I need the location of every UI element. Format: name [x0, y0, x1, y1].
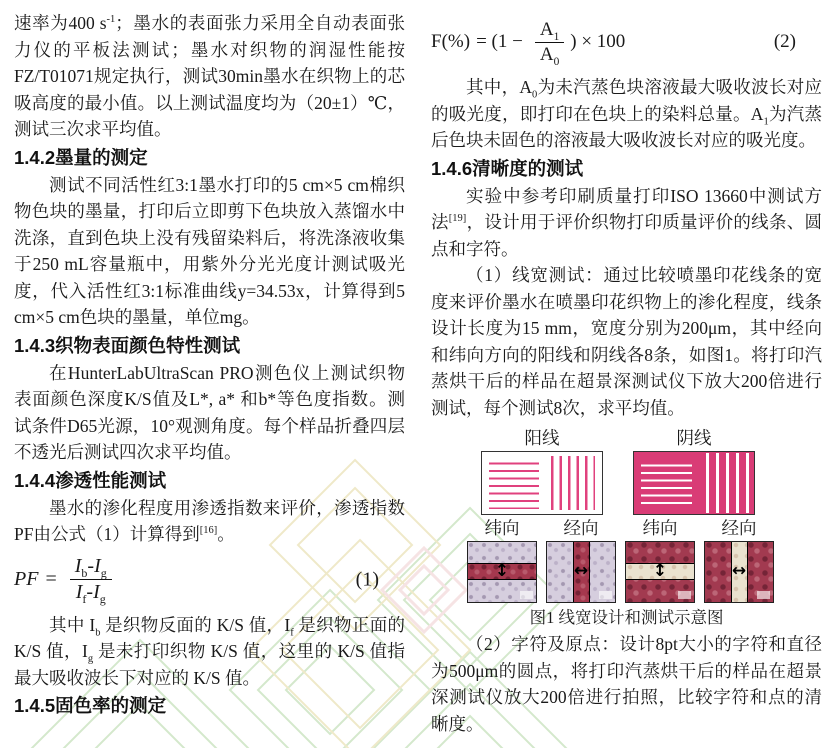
negative-vertical-lines: [699, 453, 750, 513]
figure-line-design-boxes: [481, 451, 822, 515]
paragraph-iso-method: [431, 183, 822, 263]
scale-bar: [757, 591, 770, 599]
text-run: ，设计用于评价织物打印质量评价的线条、圆点和字符。: [431, 212, 823, 259]
warp-label: 经向: [721, 518, 757, 538]
scale-bar: [599, 591, 612, 599]
photo-negative-warp: [704, 541, 774, 603]
formula-2-fixation-rate: [431, 17, 822, 67]
equation-number: (1): [355, 568, 379, 590]
text-run: 其中，A: [466, 77, 533, 97]
scale-bar: [520, 591, 533, 599]
positive-horizontal-lines: [489, 457, 539, 509]
var: A: [539, 18, 554, 40]
paragraph-absorbance-definitions: [431, 74, 822, 154]
fraction-denominator: [76, 580, 106, 604]
paragraph-line-width-test: （1）线宽测试：通过比较喷墨印花线条的宽度来评价墨水在喷墨印花织物上的渗化程度，线条设计长度为15 mm，宽度分别为200μm，其中经向和纬向方向的阳线和阴线各8条，如图1。将打印汽蒸烘干后的样品在超景深测试仪下放大200倍进行测试，每个测试8次，求平均值。: [431, 265, 822, 418]
var-sub: 0: [553, 55, 560, 68]
var-sub: g: [87, 653, 94, 665]
figure-direction-labels: [467, 515, 822, 541]
var: I: [94, 555, 101, 577]
superscript: -1: [106, 14, 116, 26]
var-sub: b: [81, 566, 88, 580]
var-sub: 1: [763, 116, 769, 127]
negative-lines-box: [633, 451, 755, 515]
weft-label: 纬向: [642, 518, 678, 538]
paragraph-penetration: [14, 495, 405, 548]
paragraph-ink-amount: 测试不同活性红3:1墨水打印的5 cm×5 cm棉织物色块的墨量，打印后立即剪下色块放入蒸馏水中洗涤，直到色块上没有残留染料后，将洗涤液收集于250 mL容量瓶中，用紫外分光光度计测试吸光度，代入活性红3:1标准曲线y=34.53x，计算得到5 cm×5 cm色块的墨量，单位mg。: [14, 174, 405, 327]
section-heading-1-4-6: 1.4.6清晰度的测试: [431, 157, 584, 179]
left-column: [14, 10, 405, 737]
positive-lines-box: [481, 451, 603, 515]
fraction-numerator: [535, 19, 564, 43]
var-sub: g: [99, 592, 106, 606]
negative-horizontal-lines: [641, 459, 692, 507]
operator: -: [86, 581, 94, 603]
text-run: 是未打印织物 K/S 值，这里的 K/S 值指最大吸收波长下对应的 K/S 值。: [14, 641, 405, 688]
double-arrow-vertical-icon: ↕: [494, 561, 510, 582]
section-heading-1-4-4: 1.4.4渗透性能测试: [14, 469, 167, 491]
equals-sign: =: [45, 568, 57, 590]
warp-label: 经向: [563, 518, 599, 538]
paragraph-character-dot-test: （2）字符及原点：设计8pt大小的字符和直径为500μm的圆点，将打印汽蒸烘干后的样品在超景深测试仪放大200倍进行拍照，比较字符和点的清晰度。: [431, 634, 822, 734]
double-arrow-horizontal-icon: ↔: [731, 561, 747, 582]
text-run: 。: [217, 524, 235, 544]
fraction-denominator: [540, 43, 559, 66]
formula-1-penetration-index: [14, 555, 405, 605]
photo-negative-weft: [625, 541, 695, 603]
text-run: 是织物正面的 K/S 值，I: [14, 614, 406, 661]
text-run: 速率为400 s: [14, 13, 107, 33]
text-run: 为汽蒸后色块未固色的溶液最大吸收波长对应的吸光度。: [431, 103, 823, 150]
equals-open: = (1 −: [476, 31, 523, 52]
var: I: [93, 581, 100, 603]
fraction: [70, 555, 112, 604]
text-run: 其中 I: [49, 614, 96, 635]
var-sub: 0: [532, 89, 538, 101]
negative-line-label: 阴线: [676, 428, 712, 448]
var: I: [75, 581, 83, 603]
text-run: 实验中参考印刷质量打印ISO 13660中测试方法: [431, 185, 822, 232]
photo-positive-weft: [467, 541, 537, 603]
figure-1: [431, 425, 822, 631]
scale-bar: [678, 591, 691, 599]
var-sub: b: [95, 627, 101, 638]
text-run: 墨水的渗化程度用渗透指数来评价，渗透指数PF由公式（1）计算得到: [14, 497, 405, 544]
paragraph-color-test: 在HunterLabUltraScan PRO测色仪上测试织物表面颜色深度K/S值及L*, a* 和b*等色度指数。测试条件D65光源，10°观测角度。每个样品折叠四层不透光后测试四次求平均值。: [14, 362, 405, 462]
equation-number: (2): [773, 31, 796, 52]
var-sub: f: [290, 627, 294, 638]
fraction: [535, 19, 564, 66]
fraction-numerator: [70, 555, 112, 580]
double-arrow-horizontal-icon: ↔: [573, 561, 589, 582]
text-run: ；墨水的表面张力采用全自动表面张力仪的平板法测试；墨水对织物的润湿性能按FZ/T01071规定执行，测试30min墨水在织物上的芯吸高度的最小值。以上测试温度均为（20±1）℃，测试三次求平均值。: [14, 13, 406, 139]
var: A: [539, 43, 554, 65]
formula-lhs: PF: [14, 568, 39, 590]
close-multiply: ) × 100: [570, 31, 626, 52]
citation-superscript: [19]: [448, 213, 467, 225]
var-sub: f: [82, 592, 87, 606]
formula-lhs: F(%): [431, 31, 471, 52]
double-arrow-vertical-icon: ↕: [652, 561, 668, 582]
figure-top-labels: [481, 425, 822, 451]
photo-positive-warp: [546, 541, 616, 603]
var-sub: g: [100, 566, 107, 580]
var: I: [74, 555, 82, 577]
operator: -: [87, 555, 95, 577]
right-column: [431, 10, 822, 737]
weft-label: 纬向: [484, 518, 520, 538]
paragraph-ks-definitions: [14, 612, 405, 692]
section-heading-1-4-2: 1.4.2墨量的测定: [14, 146, 148, 168]
citation-superscript: [16]: [199, 525, 218, 537]
figure-photo-swatches: [467, 541, 822, 603]
var-sub: 1: [553, 30, 560, 43]
paragraph-test-conditions: [14, 10, 405, 143]
positive-vertical-lines: [545, 456, 595, 510]
text-run: 是织物反面的 K/S 值，I: [100, 614, 291, 635]
positive-line-label: 阳线: [524, 428, 560, 448]
section-heading-1-4-3: 1.4.3织物表面颜色特性测试: [14, 334, 241, 356]
figure-caption: 图1 线宽设计和测试示意图: [529, 608, 724, 627]
section-heading-1-4-5: 1.4.5固色率的测定: [14, 695, 167, 716]
text-run: 为未汽蒸色块溶液最大吸收波长对应的吸光度，即打印在色块上的染料总量。A: [431, 77, 823, 124]
